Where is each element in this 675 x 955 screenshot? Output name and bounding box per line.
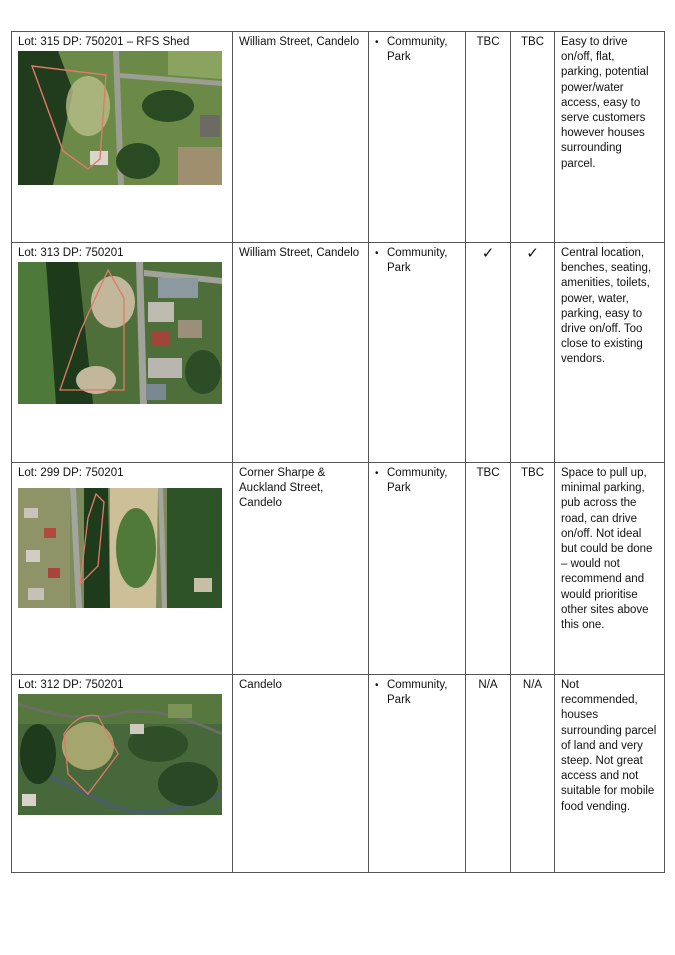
- lot-label: Lot: 299 DP: 750201: [18, 467, 124, 479]
- lot-label: Lot: 313 DP: 750201: [18, 247, 124, 259]
- status-cell-a: N/A: [466, 675, 511, 873]
- notes-cell: Space to pull up, minimal parking, pub across the road, can drive on/off. Not ideal but could be done – would not recommend and would prioritise other sites above this one.: [555, 463, 665, 675]
- notes-cell: Central location, benches, seating, amenities, toilets, power, water, parking, easy to drive on/off. Too close to existing vendors.: [555, 243, 665, 463]
- lot-cell: [12, 32, 233, 243]
- aerial-photo-lot-315: [18, 51, 222, 185]
- sites-table: [11, 31, 665, 873]
- status-cell-a: TBC: [466, 32, 511, 243]
- zoning-label: Community, Park: [387, 247, 448, 275]
- zoning-cell: [369, 32, 466, 243]
- table-row: [12, 32, 665, 243]
- address-cell: William Street, Candelo: [233, 32, 369, 243]
- lot-cell: [12, 675, 233, 873]
- zoning-label: Community, Park: [387, 679, 448, 707]
- zoning-cell: [369, 243, 466, 463]
- status-cell-a: ✓: [466, 243, 511, 463]
- status-cell-b: TBC: [511, 463, 555, 675]
- table-row: [12, 243, 665, 463]
- aerial-photo-lot-312: [18, 694, 222, 815]
- status-cell-b: ✓: [511, 243, 555, 463]
- aerial-map-image: [18, 488, 222, 608]
- aerial-map-image: [18, 262, 222, 404]
- notes-cell: Not recommended, houses surrounding parcel of land and very steep. Not great access and not suitable for mobile food vending.: [555, 675, 665, 873]
- lot-cell: [12, 463, 233, 675]
- aerial-photo-lot-299: [18, 488, 222, 608]
- lot-label: Lot: 315 DP: 750201 – RFS Shed: [18, 36, 190, 48]
- bullet-icon: •: [375, 37, 379, 48]
- status-cell-a: TBC: [466, 463, 511, 675]
- address-cell: Corner Sharpe & Auckland Street, Candelo: [233, 463, 369, 675]
- aerial-map-image: [18, 51, 222, 185]
- zoning-label: Community, Park: [387, 36, 448, 64]
- table-row: [12, 675, 665, 873]
- zoning-cell: [369, 463, 466, 675]
- status-cell-b: N/A: [511, 675, 555, 873]
- bullet-icon: •: [375, 248, 379, 259]
- bullet-icon: •: [375, 468, 379, 479]
- lot-cell: [12, 243, 233, 463]
- aerial-photo-lot-313: [18, 262, 222, 404]
- status-cell-b: TBC: [511, 32, 555, 243]
- table-row: [12, 463, 665, 675]
- bullet-icon: •: [375, 680, 379, 691]
- zoning-cell: [369, 675, 466, 873]
- notes-cell: Easy to drive on/off, flat, parking, potential power/water access, easy to serve customers however houses surrounding parcel.: [555, 32, 665, 243]
- aerial-map-image: [18, 694, 222, 815]
- address-cell: Candelo: [233, 675, 369, 873]
- address-cell: William Street, Candelo: [233, 243, 369, 463]
- zoning-label: Community, Park: [387, 467, 448, 495]
- lot-label: Lot: 312 DP: 750201: [18, 679, 124, 691]
